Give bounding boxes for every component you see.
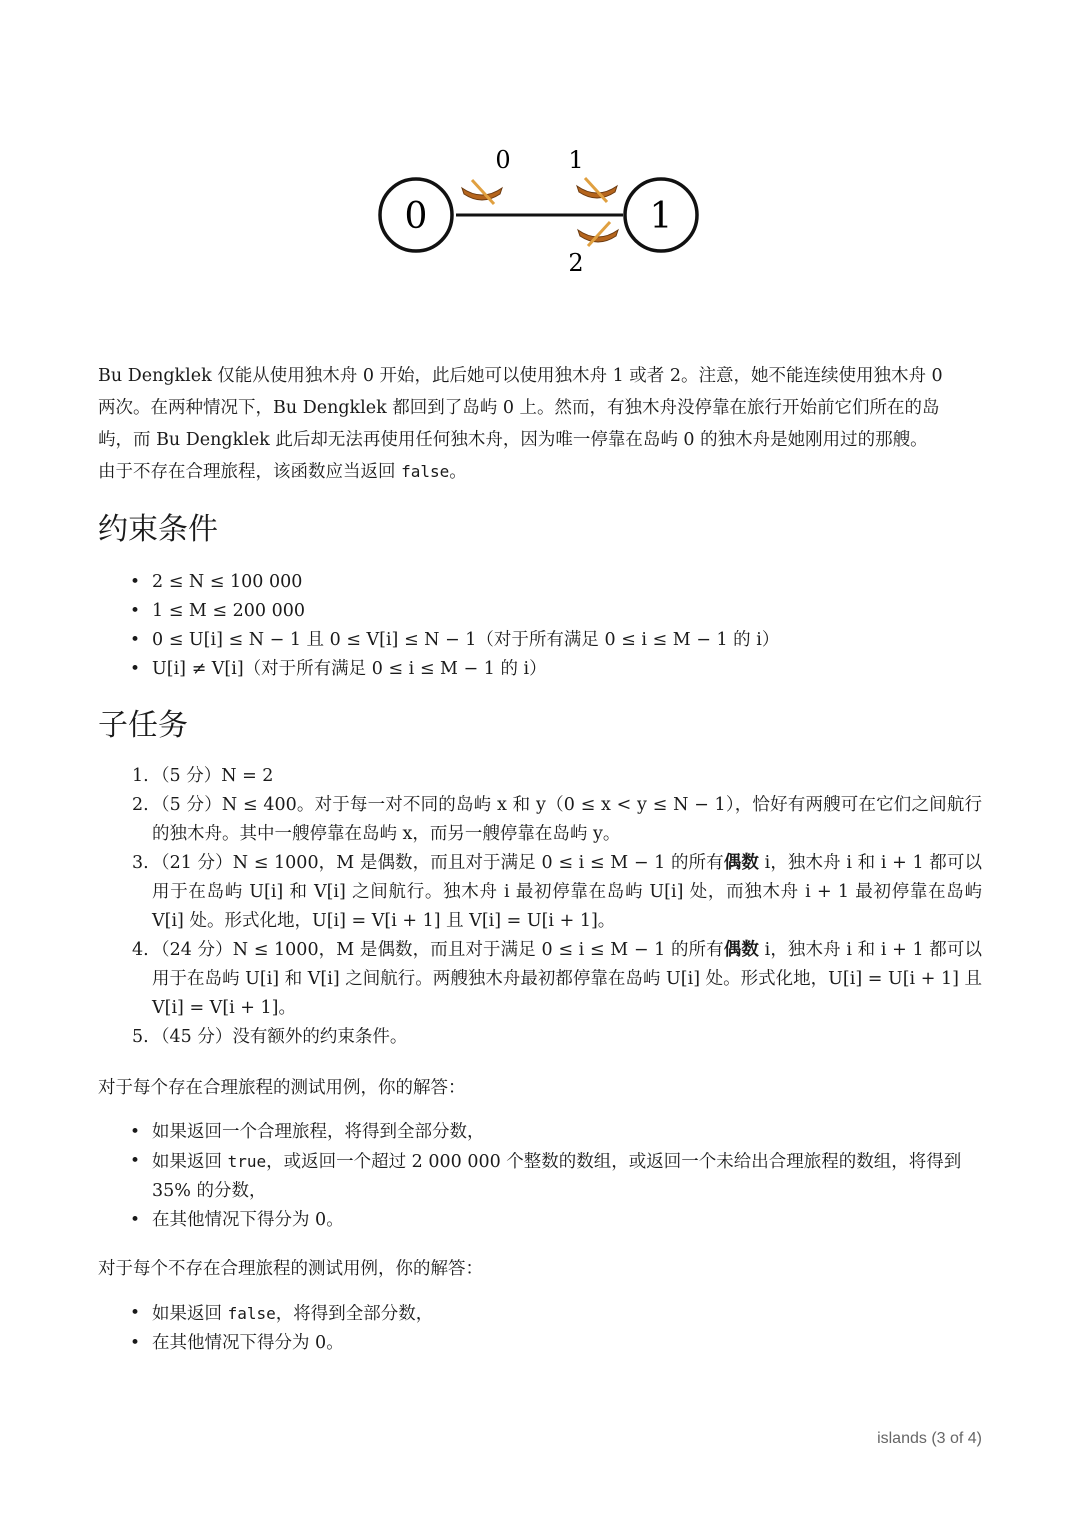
list-item: • 0 ≤ U[i] ≤ N − 1 且 0 ≤ V[i] ≤ N − 1（对于所有满足 0 ≤ i ≤ M − 1 的 i） bbox=[98, 626, 982, 655]
scoring-valid-list bbox=[98, 1118, 982, 1235]
list-item: • 如果返回 true，或返回一个超过 2 000 000 个整数的数组，或返回一个未给出合理旅程的数组，将得到 35% 的分数， bbox=[98, 1147, 982, 1206]
paragraph-line: 两次。在两种情况下，Bu Dengklek 都回到了岛屿 0 上。然而，有独木舟没停靠在旅行开始前它们所在的岛 bbox=[98, 398, 940, 418]
code-false: false bbox=[401, 462, 450, 481]
scoring-invalid-list bbox=[98, 1299, 982, 1358]
list-item: 2. （5 分）N ≤ 400。对于每一对不同的岛屿 x 和 y（0 ≤ x < y ≤ N − 1），恰好有两艘可在它们之间航行的独木舟。其中一艘停靠在岛屿 x，而另一艘停靠在岛屿 y。 bbox=[132, 795, 982, 844]
list-item: • 2 ≤ N ≤ 100 000 bbox=[98, 568, 982, 597]
code-true: true bbox=[227, 1152, 267, 1171]
list-item: • U[i] ≠ V[i]（对于所有满足 0 ≤ i ≤ M − 1 的 i） bbox=[98, 655, 982, 684]
canoe-label-0: 0 bbox=[495, 146, 511, 174]
constraints-list bbox=[98, 568, 982, 684]
paragraph-line: 屿，而 Bu Dengklek 此后却无法再使用任何独木舟，因为唯一停靠在岛屿 0 的独木舟是她刚用过的那艘。 bbox=[98, 430, 928, 450]
paragraph-line: Bu Dengklek 仅能从使用独木舟 0 开始，此后她可以使用独木舟 1 或者 2。注意，她不能连续使用独木舟 0 bbox=[98, 366, 943, 386]
canoe-label-1: 1 bbox=[568, 146, 584, 174]
constraints-heading: 约束条件 bbox=[98, 512, 218, 547]
code-false: false bbox=[227, 1304, 276, 1323]
list-item: • 在其他情况下得分为 0。 bbox=[98, 1329, 982, 1358]
list-item: • 如果返回 false，将得到全部分数， bbox=[98, 1299, 982, 1329]
main-content bbox=[98, 360, 982, 1358]
list-item: 4. （24 分）N ≤ 1000，M 是偶数，而且对于满足 0 ≤ i ≤ M − 1 的所有偶数 i，独木舟 i 和 i + 1 都可以用于在岛屿 U[i] 和 V[i] 之间航行。两艘独木舟最初都停靠在岛屿 U[i] 处。形式化地，U[i] = U[i + 1] 且 V[i] = V[i + 1]。 bbox=[132, 940, 982, 1018]
page-footer: islands (3 of 4) bbox=[877, 1430, 982, 1447]
island-label-1: 1 bbox=[649, 196, 673, 237]
subtasks-heading: 子任务 bbox=[98, 708, 188, 743]
scoring-valid-intro: 对于每个存在合理旅程的测试用例，你的解答： bbox=[98, 1078, 466, 1098]
islands-figure bbox=[370, 140, 710, 280]
paragraph-line: 由于不存在合理旅程，该函数应当返回 false。 bbox=[98, 462, 467, 482]
island-node-1 bbox=[625, 179, 697, 251]
list-item: 1. （5 分）N = 2 bbox=[132, 766, 274, 786]
island-label-0: 0 bbox=[404, 196, 428, 237]
scoring-invalid-intro: 对于每个不存在合理旅程的测试用例，你的解答： bbox=[98, 1259, 483, 1279]
island-node-0 bbox=[380, 179, 452, 251]
example-explanation bbox=[98, 360, 982, 488]
canoe-label-2: 2 bbox=[568, 249, 584, 277]
list-item: • 如果返回一个合理旅程，将得到全部分数， bbox=[98, 1118, 982, 1147]
list-item: • 在其他情况下得分为 0。 bbox=[98, 1206, 982, 1235]
subtasks-list bbox=[98, 762, 982, 1052]
canoe-icon bbox=[462, 180, 502, 204]
list-item: 3. （21 分）N ≤ 1000，M 是偶数，而且对于满足 0 ≤ i ≤ M − 1 的所有偶数 i，独木舟 i 和 i + 1 都可以用于在岛屿 U[i] 和 V[i] 之间航行。独木舟 i 最初停靠在岛屿 U[i] 处，而独木舟 i + 1 最初停靠在岛屿 V[i] 处。形式化地，U[i] = V[i + 1] 且 V[i] = U[i + 1]。 bbox=[132, 853, 982, 931]
list-item: • 1 ≤ M ≤ 200 000 bbox=[98, 597, 982, 626]
list-item: 5. （45 分）没有额外的约束条件。 bbox=[132, 1027, 408, 1047]
canoe-icon bbox=[577, 178, 617, 202]
canoe-icon bbox=[578, 222, 618, 246]
